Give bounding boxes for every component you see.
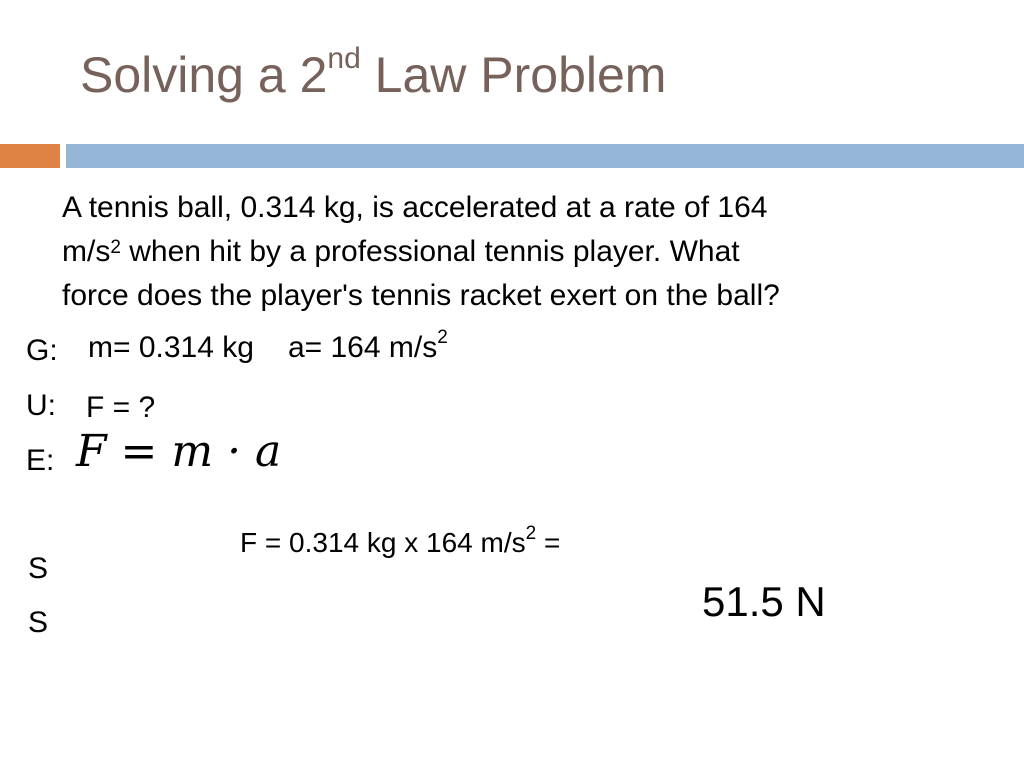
given-values [88,327,448,365]
answer-value: 51.5 N [702,578,826,625]
title-end: Law Problem [360,47,667,103]
unknown-value: F = ? [86,391,156,424]
substitution-sup: 2 [525,523,537,544]
problem-line-3: force does the player's tennis racket exert on the ball? [62,279,780,312]
accent-bar-orange [0,144,60,168]
step-solve-label: S [28,606,49,639]
step-equation-label: E: [26,444,55,477]
slide-title [80,42,667,103]
accent-bar-blue [66,144,1024,168]
problem-line-1: A tennis ball, 0.314 kg, is accelerated at a rate of 164 [62,191,768,224]
substitution-start: F = 0.314 kg x 164 m/s [240,527,526,558]
substitution-end: = [536,527,561,558]
given-acceleration-sup: 2 [437,327,448,348]
title-main: Solving a 2 [80,47,328,103]
problem-line-2-end: when hit by a professional tennis player. What [120,235,740,268]
problem-statement [62,186,992,318]
given-acceleration: a= 164 m/s [287,331,438,364]
step-given-label: G: [26,334,58,367]
given-mass: m= 0.314 kg [88,331,254,364]
problem-line-2-sup: 2 [110,237,121,258]
problem-line-2 [62,230,992,274]
equation-formula: F = m · a [76,426,282,477]
step-substitute-label: S [28,552,49,585]
substitution [240,523,561,559]
title-superscript: nd [327,42,361,76]
step-unknown-label: U: [26,389,56,422]
problem-line-2-start: m/s [62,235,111,268]
